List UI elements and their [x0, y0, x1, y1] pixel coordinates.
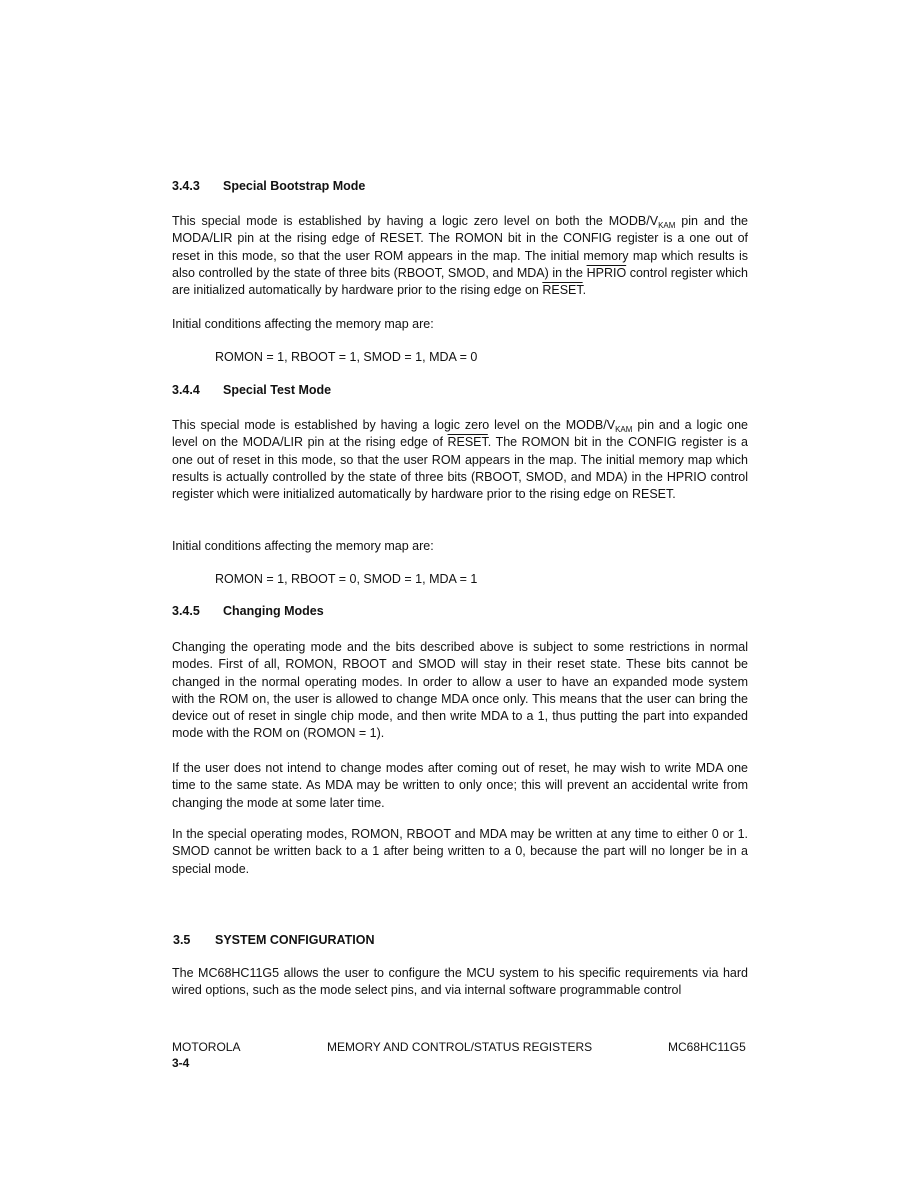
- initial-conditions-equation: ROMON = 1, RBOOT = 1, SMOD = 1, MDA = 0: [215, 350, 478, 364]
- section-heading-3-4-3: [172, 179, 365, 193]
- section-title: Changing Modes: [223, 604, 324, 618]
- paragraph: If the user does not intend to change modes after coming out of reset, he may wish to write MDA one time to the same state. As MDA may be written to only once; this will prevent an accidental write from changing the mode at some later time.: [172, 761, 748, 810]
- paragraph: The MC68HC11G5 allows the user to configure the MCU system to his specific requirements via hard wired options, such as the mode select pins, and via internal software programmable control: [172, 966, 748, 998]
- section-heading-3-4-4: [172, 383, 331, 397]
- section-number: 3.4.5: [172, 604, 200, 618]
- text-run: control register which are initialized automatically by hardware prior to the rising edge on: [172, 265, 749, 298]
- paragraph: [172, 213, 748, 299]
- section-heading-3-5: [173, 933, 375, 947]
- paragraph: Initial conditions affecting the memory map are:: [172, 539, 434, 553]
- text-run: pin and a logic one level on the MODA/LIR pin at the rising edge of: [172, 418, 748, 450]
- text-run: . The ROMON bit in the CONFIG register is a one out of reset in this mode, so that the user ROM appears in the map. The initial memory map which results is actually controlled by the state of three bits (RBOOT, SMOD, and MDA) in the HPRIO control register which were initialized automatically by hardware prior to the rising edge on RESET.: [172, 435, 748, 502]
- section-title: SYSTEM CONFIGURATION: [215, 933, 375, 947]
- overlined-signal: HPRIO: [586, 265, 627, 280]
- section-number: 3.4.3: [172, 179, 200, 193]
- text-run: This special mode is established by having a logic zero level on both the MODB/V: [172, 214, 659, 228]
- footer-center: MEMORY AND CONTROL/STATUS REGISTERS: [327, 1040, 593, 1054]
- section-number: 3.5: [173, 933, 191, 947]
- text-run: This special mode is established by having a logic zero level on the MODB/V: [172, 418, 616, 432]
- subscript: KAM: [658, 221, 676, 230]
- overlined-signal: RESET: [447, 435, 488, 450]
- section-heading-3-4-5: [172, 604, 324, 618]
- initial-conditions-equation: ROMON = 1, RBOOT = 0, SMOD = 1, MDA = 1: [215, 572, 478, 586]
- subscript: KAM: [615, 425, 633, 434]
- text-run: .: [582, 283, 587, 298]
- text-run: pin and the MODA/LIR pin at the rising edge of RESET. The ROMON bit in the CONFIG register is a one out of reset in this mode, so that the user ROM appears in the map. The initial memory map which results is also controlled by the state of three bits (RBOOT, SMOD, and MDA) in the: [172, 214, 748, 280]
- footer-right: MC68HC11G5: [668, 1040, 746, 1054]
- section-number: 3.4.4: [172, 383, 200, 397]
- paragraph: Initial conditions affecting the memory map are:: [172, 317, 434, 331]
- section-title: Special Bootstrap Mode: [223, 179, 366, 193]
- section-title: Special Test Mode: [223, 383, 332, 397]
- overlined-signal: RESET: [542, 283, 583, 298]
- footer-left: MOTOROLA: [172, 1040, 241, 1054]
- page-number: 3-4: [172, 1056, 190, 1070]
- paragraph: In the special operating modes, ROMON, RBOOT and MDA may be written at any time to either 0 or 1. SMOD cannot be written back to a 1 after being written to a 0, because the part will no longer be in a special mode.: [172, 827, 748, 876]
- paragraph: Changing the operating mode and the bits described above is subject to some restrictions in normal modes. First of all, ROMON, RBOOT and SMOD will stay in their reset state. These bits cannot be changed in the normal operating modes. In order to allow a user to have an expanded mode system with the ROM on, the user is allowed to change MDA once only. This means that the user can bring the device out of reset in single chip mode, and then write MDA to a 1, thus putting the part into expanded mode with the ROM on (ROMON = 1).: [172, 640, 748, 741]
- paragraph: [172, 417, 748, 503]
